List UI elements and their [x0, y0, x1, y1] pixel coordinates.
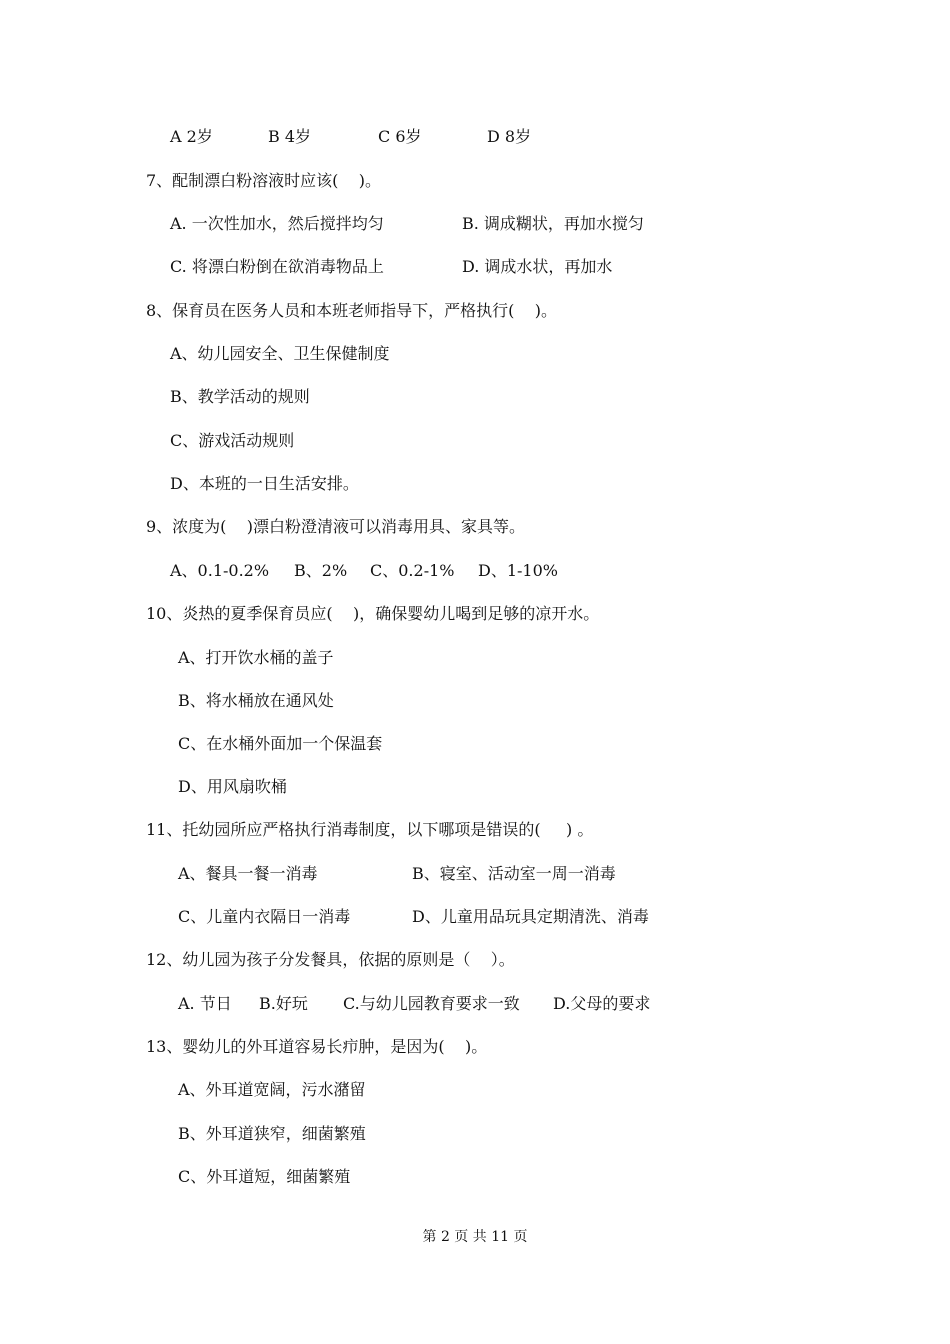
q6-option-b: B 4岁 — [268, 127, 312, 146]
q8-option-d: D、本班的一日生活安排。 — [170, 474, 359, 493]
q10-option-d: D、用风扇吹桶 — [178, 777, 287, 796]
q10-option-b: B、将水桶放在通风处 — [178, 691, 334, 710]
q8-stem: 8、保育员在医务人员和本班老师指导下，严格执行( )。 — [146, 301, 558, 320]
q7-option-a: A. 一次性加水，然后搅拌均匀 — [170, 214, 384, 233]
q8-option-c: C、游戏活动规则 — [170, 431, 295, 450]
q11-option-a: A、餐具一餐一消毒 — [178, 864, 318, 883]
q9-option-b: B、2% — [294, 561, 348, 580]
q13-option-c: C、外耳道短，细菌繁殖 — [178, 1167, 351, 1186]
q12-option-b: B.好玩 — [259, 994, 308, 1013]
q11-option-c: C、儿童内衣隔日一消毒 — [178, 907, 351, 926]
q6-option-a: A 2岁 — [170, 127, 213, 146]
q12-option-a: A. 节日 — [178, 994, 232, 1013]
q13-option-a: A、外耳道宽阔，污水潴留 — [178, 1080, 366, 1099]
q12-option-c: C.与幼儿园教育要求一致 — [343, 994, 520, 1013]
q10-option-c: C、在水桶外面加一个保温套 — [178, 734, 383, 753]
q11-option-b: B、寝室、活动室一周一消毒 — [412, 864, 616, 883]
q9-stem: 9、浓度为( )漂白粉澄清液可以消毒用具、家具等。 — [146, 517, 526, 536]
q11-stem: 11、托幼园所应严格执行消毒制度，以下哪项是错误的( ) 。 — [146, 820, 594, 839]
q8-option-b: B、教学活动的规则 — [170, 387, 310, 406]
q6-option-d: D 8岁 — [487, 127, 532, 146]
q12-option-d: D.父母的要求 — [553, 994, 651, 1013]
q13-stem: 13、婴幼儿的外耳道容易长疖肿，是因为( )。 — [146, 1037, 488, 1056]
q7-option-d: D. 调成水状，再加水 — [462, 257, 613, 276]
q7-option-c: C. 将漂白粉倒在欲消毒物品上 — [170, 257, 384, 276]
q6-option-c: C 6岁 — [378, 127, 422, 146]
q9-option-c: C、0.2-1% — [370, 561, 455, 580]
page-number: 第 2 页 共 11 页 — [422, 1229, 528, 1245]
q8-option-a: A、幼儿园安全、卫生保健制度 — [170, 344, 390, 363]
q12-stem: 12、幼儿园为孩子分发餐具，依据的原则是（ ）。 — [146, 950, 515, 969]
q11-option-d: D、儿童用品玩具定期清洗、消毒 — [412, 907, 649, 926]
q10-stem: 10、炎热的夏季保育员应( )，确保婴幼儿喝到足够的凉开水。 — [146, 604, 600, 623]
q10-option-a: A、打开饮水桶的盖子 — [178, 648, 334, 667]
q9-option-a: A、0.1-0.2% — [170, 561, 270, 580]
q7-option-b: B. 调成糊状，再加水搅匀 — [462, 214, 644, 233]
q7-stem: 7、配制漂白粉溶液时应该( )。 — [146, 171, 382, 190]
q9-option-d: D、1-10% — [478, 561, 558, 580]
q13-option-b: B、外耳道狭窄，细菌繁殖 — [178, 1124, 366, 1143]
